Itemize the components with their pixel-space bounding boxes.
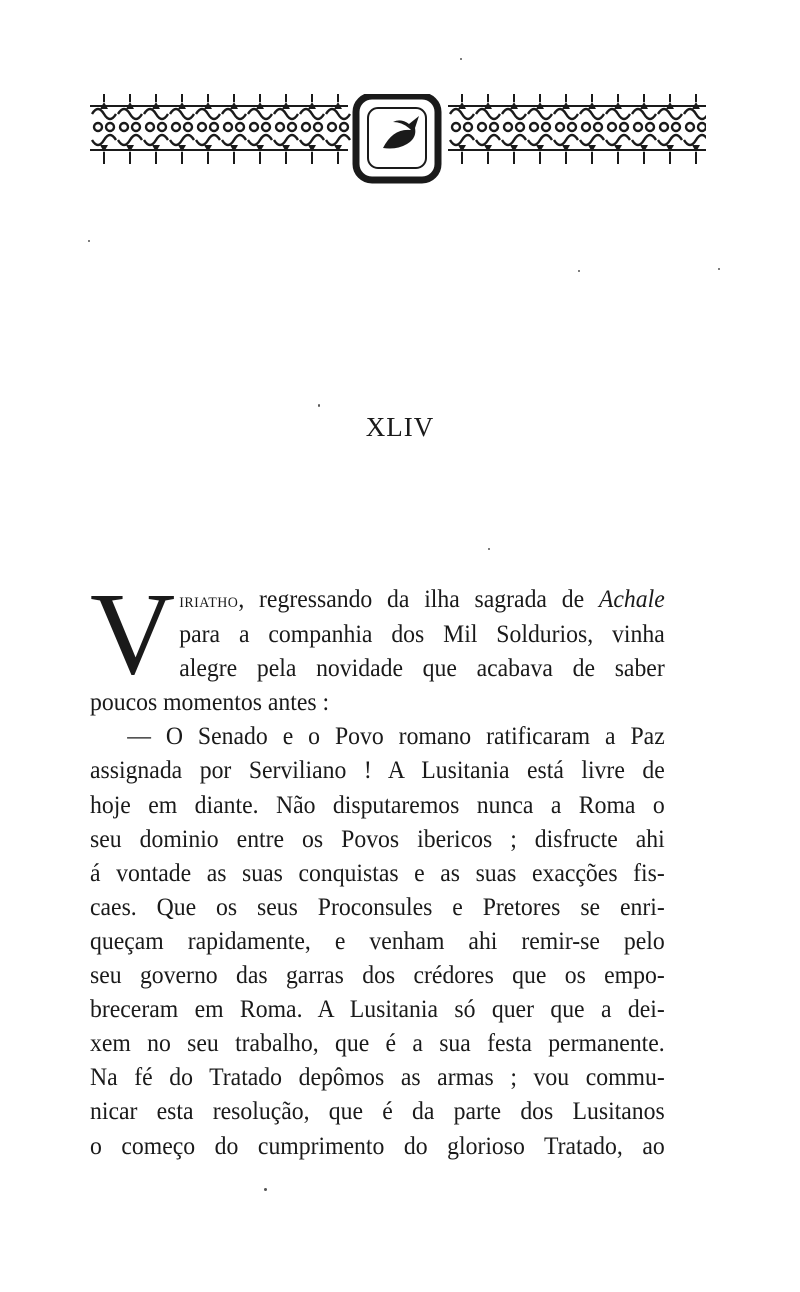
text-line: Na fé do Tratado depômos as armas ; vou commu- xyxy=(90,1062,665,1092)
scan-speck xyxy=(88,240,90,242)
ornamental-header-band xyxy=(90,94,706,184)
text-line: o começo do cumprimento do glorioso Tratado, ao xyxy=(90,1130,665,1160)
scan-speck xyxy=(460,58,462,60)
text-line xyxy=(90,582,665,617)
italic-word: Achale xyxy=(598,584,665,613)
text-line: caes. Que os seus Proconsules e Pretores se enri- xyxy=(90,891,665,921)
text-line: queçam rapidamente, e venham ahi remir-se pelo xyxy=(90,925,665,955)
scan-speck xyxy=(264,1188,267,1191)
text-line: seu governo das garras dos crédores que os empo- xyxy=(90,960,665,990)
drop-cap: V xyxy=(90,568,176,699)
scan-speck xyxy=(718,268,720,270)
text-line: nicar esta resolução, que é da parte dos Lusitanos xyxy=(90,1096,665,1126)
scan-speck xyxy=(318,404,320,407)
text-line: xem no seu trabalho, que é a sua festa permanente. xyxy=(90,1028,665,1058)
text-line: para a companhia dos Mil Soldurios, vinha xyxy=(179,619,665,649)
body-text xyxy=(90,568,665,1163)
scan-speck xyxy=(488,548,490,550)
chapter-number: XLIV xyxy=(365,412,435,442)
text-line: assignada por Serviliano ! A Lusitania está livre de xyxy=(90,755,665,785)
text-segment: , regressando da ilha sagrada de xyxy=(238,584,599,613)
text-line: seu dominio entre os Povos ibericos ; disfructe ahi xyxy=(90,823,665,853)
text-line: poucos momentos antes : xyxy=(90,687,330,717)
small-caps-word: iriatho xyxy=(179,587,239,612)
swallow-icon xyxy=(383,116,419,149)
scan-speck xyxy=(578,270,580,272)
text-line: — O Senado e o Povo romano ratificaram a Paz xyxy=(127,721,665,751)
text-line: á vontade as suas conquistas e as suas exacções fis- xyxy=(90,857,665,887)
text-line: hoje em diante. Não disputaremos nunca a Roma o xyxy=(90,789,665,819)
text-line: breceram em Roma. A Lusitania só quer que a dei- xyxy=(90,994,665,1024)
text-line: alegre pela novidade que acabava de saber xyxy=(179,653,665,683)
